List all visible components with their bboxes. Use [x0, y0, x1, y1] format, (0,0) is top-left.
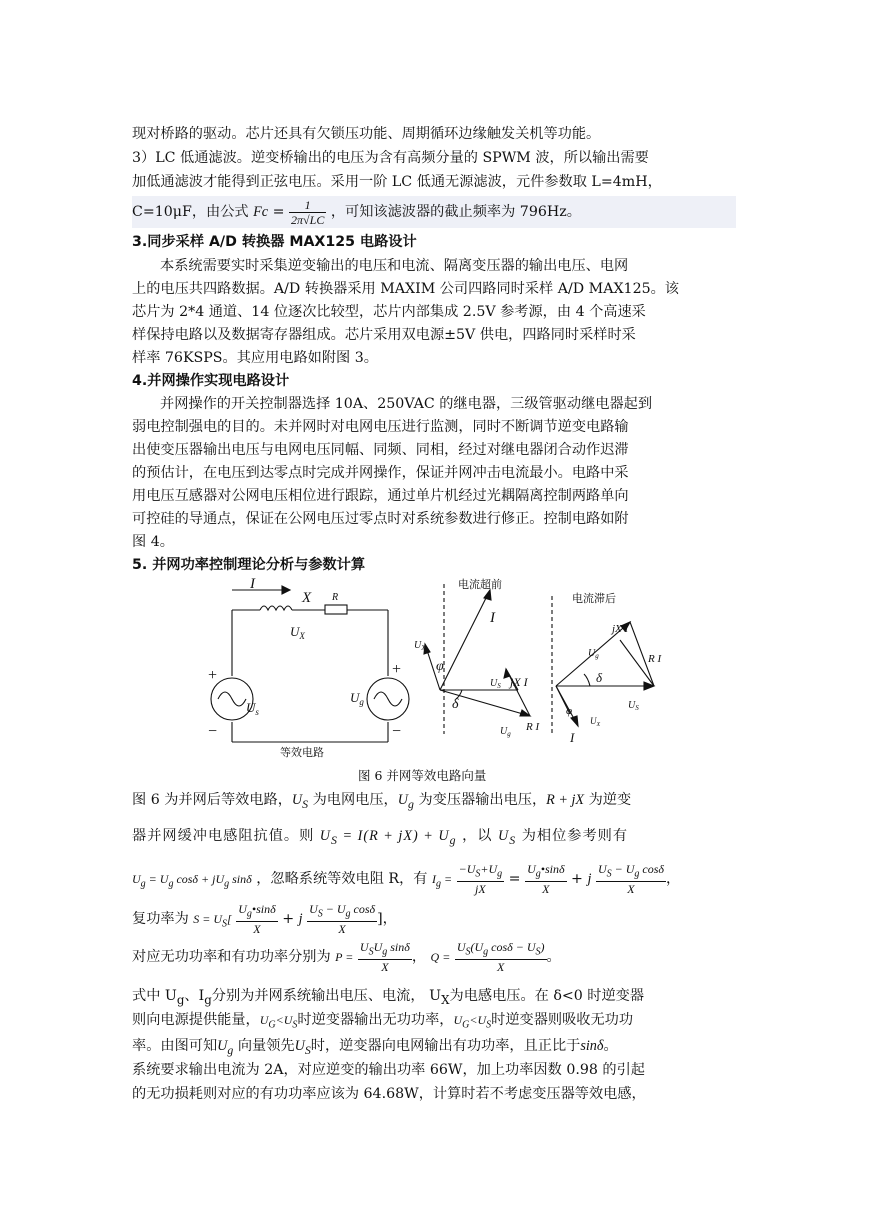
- text-line: $U_g = U_g$ $\cos\delta + jU_g$ sinδ ，忽略系统等效电阻 R，有 $I_g$ = $\frac{-U_S+U_g}{jX}$ = $\frac{U_g•\sin\delta}{X}$ + j $\frac{U_S - U_g \cos\delta}{X}$ ，: [132, 862, 681, 897]
- text-fragment: 时，逆变器向电网输出有功功率，且正比于: [310, 1038, 581, 1054]
- svg-text:R I: R I: [526, 721, 540, 733]
- text-fragment: 时逆变器则吸收无功功: [491, 1012, 634, 1028]
- svg-text:Ug: $U_g$: [350, 690, 364, 707]
- text-fragment: 率。由图可知: [132, 1038, 218, 1054]
- text-fragment: ，忽略系统等效电阻 R，有: [256, 871, 428, 888]
- text-fragment: 器并网缓冲电感阻抗值。则: [132, 828, 315, 844]
- text-line: 芯片为 2*4 通道、14 位逐次比较型，芯片内部集成 2.5V 参考源，由 4 个高速采: [132, 304, 646, 320]
- formula-line: C=10μF，由公式 Fc = $\frac{1}{2\pi√LC}$ ，可知该滤波器的截止频率为 796Hz。: [132, 196, 736, 228]
- text-fragment: 分别为并网系统输出电压、电流， U: [211, 988, 442, 1004]
- text-line: 则向电源提供能量，$U_G<U_S$时逆变器输出无功功率，$U_G<U_S$时逆变器则吸收无功功: [132, 1012, 634, 1031]
- text-fragment: 图 6 为并网后等效电路，: [132, 792, 292, 808]
- text-line: 并网操作的开关控制器选择 10A、250VAC 的继电器，三级管驱动继电器起到: [160, 396, 653, 412]
- text-fragment: 为电网电压，: [312, 792, 398, 808]
- section-heading: 3.同步采样 A/D 转换器 MAX125 电路设计: [132, 234, 417, 250]
- svg-text:Us: $U_s$: [246, 700, 259, 717]
- text-fragment: C=10μF，由公式: [132, 204, 249, 220]
- figure-caption: 图 6 并网等效电路向量: [358, 768, 487, 783]
- svg-text:UX: $U_X$: [414, 640, 426, 652]
- text-fragment: 、I: [184, 988, 205, 1004]
- text-line: 的预估计，在电压到达零点时完成并网操作，保证并网冲击电流最小。电路中采: [132, 465, 629, 481]
- text-fragment: 为相位参考则有: [521, 828, 629, 844]
- svg-text:UX: $U_X$: [590, 716, 601, 728]
- svg-text:R: R: [332, 592, 339, 603]
- section-heading: 5. 并网功率控制理论分析与参数计算: [132, 557, 366, 573]
- text-fragment: 复功率为: [132, 911, 189, 928]
- text-fragment: ，可知该滤波器的截止频率为 796Hz。: [330, 204, 581, 220]
- formula-fc: Fc: [253, 204, 269, 220]
- section-heading: 4.并网操作实现电路设计: [132, 373, 290, 389]
- svg-text:−: −: [208, 723, 218, 740]
- text-line: 弱电控制强电的目的。未并网时对电网电压进行监测，同时不断调节逆变电路输: [132, 419, 629, 435]
- svg-text:φ: φ: [566, 705, 573, 717]
- svg-text:jX I: jX I: [510, 675, 528, 689]
- label-current-lead: 电流超前: [458, 579, 502, 591]
- text-fragment: 为逆变: [588, 792, 632, 808]
- svg-text:R I: R I: [648, 653, 662, 665]
- svg-text:δ: δ: [596, 670, 603, 685]
- text-line: 系统要求输出电流为 2A，对应逆变的输出功率 66W，加上功率因数 0.98 的引起: [132, 1062, 645, 1078]
- svg-text:US: $U_S$: [628, 700, 639, 712]
- text-line: 3）LC 低通滤波。逆变桥输出的电压为含有高频分量的 SPWM 波，所以输出需要: [132, 150, 649, 166]
- svg-text:I: I: [570, 730, 575, 745]
- text-line: 图 4。: [132, 534, 174, 550]
- text-line: 复功率为 $S = U_S$[ $\frac{U_g•\sin\delta}{X}$ + j $\frac{U_S - U_g \cos\delta}{X}$ ]，: [132, 902, 397, 937]
- text-line: 出使变压器输出电压与电网电压同幅、同频、同相，经过对继电器闭合动作迟滞: [132, 442, 629, 458]
- svg-text:Ug: $U_g$: [588, 648, 599, 660]
- text-line: 现对桥路的驱动。芯片还具有欠锁压功能、周期循环边缘触发关机等功能。: [132, 126, 601, 142]
- equivalent-circuit-figure: [200, 574, 680, 774]
- svg-text:φ: φ: [436, 659, 444, 674]
- text-line: 用电压互感器对公网电压相位进行跟踪，通过单片机经过光耦隔离控制两路单向: [132, 488, 629, 504]
- svg-text:Ug: $U_g$: [500, 726, 511, 738]
- text-line: 加低通滤波才能得到正弦电压。采用一阶 LC 低通无源滤波，元件参数取 L=4mH，: [132, 174, 662, 190]
- text-line: 本系统需要实时采集逆变输出的电压和电流、隔离变压器的输出电压、电网: [160, 258, 629, 274]
- text-line: 率。由图可知$U_g$ 向量领先$U_S$时，逆变器向电网输出有功功率，且正比于sinδ。: [132, 1038, 618, 1057]
- text-fragment: 时逆变器输出无功功率，: [297, 1012, 454, 1028]
- svg-text:UX: $U_X$: [290, 624, 305, 641]
- text-line: 式中 $U_g$、$I_g$分别为并网系统输出电压、电流， $U_X$为电感电压。在 δ<0 时逆变器: [132, 988, 645, 1007]
- text-line: 样率 76KSPS。其应用电路如附图 3。: [132, 350, 378, 366]
- svg-text:δ: δ: [452, 697, 459, 712]
- text-line: 可控硅的导通点，保证在公网电压过零点时对系统参数进行修正。控制电路如附: [132, 511, 629, 527]
- svg-text:US: $U_S$: [490, 678, 501, 690]
- label-equivalent-circuit: 等效电路: [280, 747, 324, 759]
- svg-text:−: −: [392, 723, 402, 740]
- svg-text:I: I: [250, 576, 255, 592]
- text-fragment: 式中 U: [132, 988, 177, 1004]
- text-fragment: 对应无功功率和有功功率分别为: [132, 949, 331, 966]
- text-line: 的无功损耗则对应的有功功率应该为 64.68W，计算时若不考虑变压器等效电感，: [132, 1086, 646, 1102]
- svg-text:I: I: [490, 610, 495, 626]
- svg-text:X: X: [302, 590, 312, 606]
- text-fragment: 为变压器输出电压，: [418, 792, 547, 808]
- svg-text:+: +: [208, 667, 218, 684]
- fraction: $\frac{1}{2\pi√LC}$: [291, 197, 325, 227]
- svg-text:+: +: [392, 661, 402, 678]
- text-fragment: 则向电源提供能量，: [132, 1012, 260, 1028]
- text-line: 器并网缓冲电感阻抗值。则 $U_S = I(R + jX) + U_g$ ，以 $U_S$ 为相位参考则有: [132, 828, 629, 847]
- text-line: 对应无功功率和有功功率分别为 P = $\frac{U_SU_g \sin\delta}{X}$ ， Q = $\frac{U_S(U_g \cos\delta - U_S)}{X}$ 。: [132, 940, 561, 975]
- svg-text:jX I: jX I: [612, 623, 629, 635]
- text-line: 图 6 为并网后等效电路，$U_S$ 为电网电压，$U_g$ 为变压器输出电压，R + jX 为逆变: [132, 792, 632, 811]
- text-fragment: 为电感电压。在 δ<0 时逆变器: [449, 988, 645, 1004]
- text-line: 上的电压共四路数据。A/D 转换器采用 MAXIM 公司四路同时采样 A/D MAX125。该: [132, 281, 679, 297]
- label-current-lag: 电流滞后: [572, 593, 616, 605]
- text-line: 样保持电路以及数据寄存器组成。芯片采用双电源±5V 供电，四路同时采样时采: [132, 327, 636, 343]
- text-fragment: ，以: [462, 828, 493, 844]
- text-fragment: 向量领先: [237, 1038, 295, 1054]
